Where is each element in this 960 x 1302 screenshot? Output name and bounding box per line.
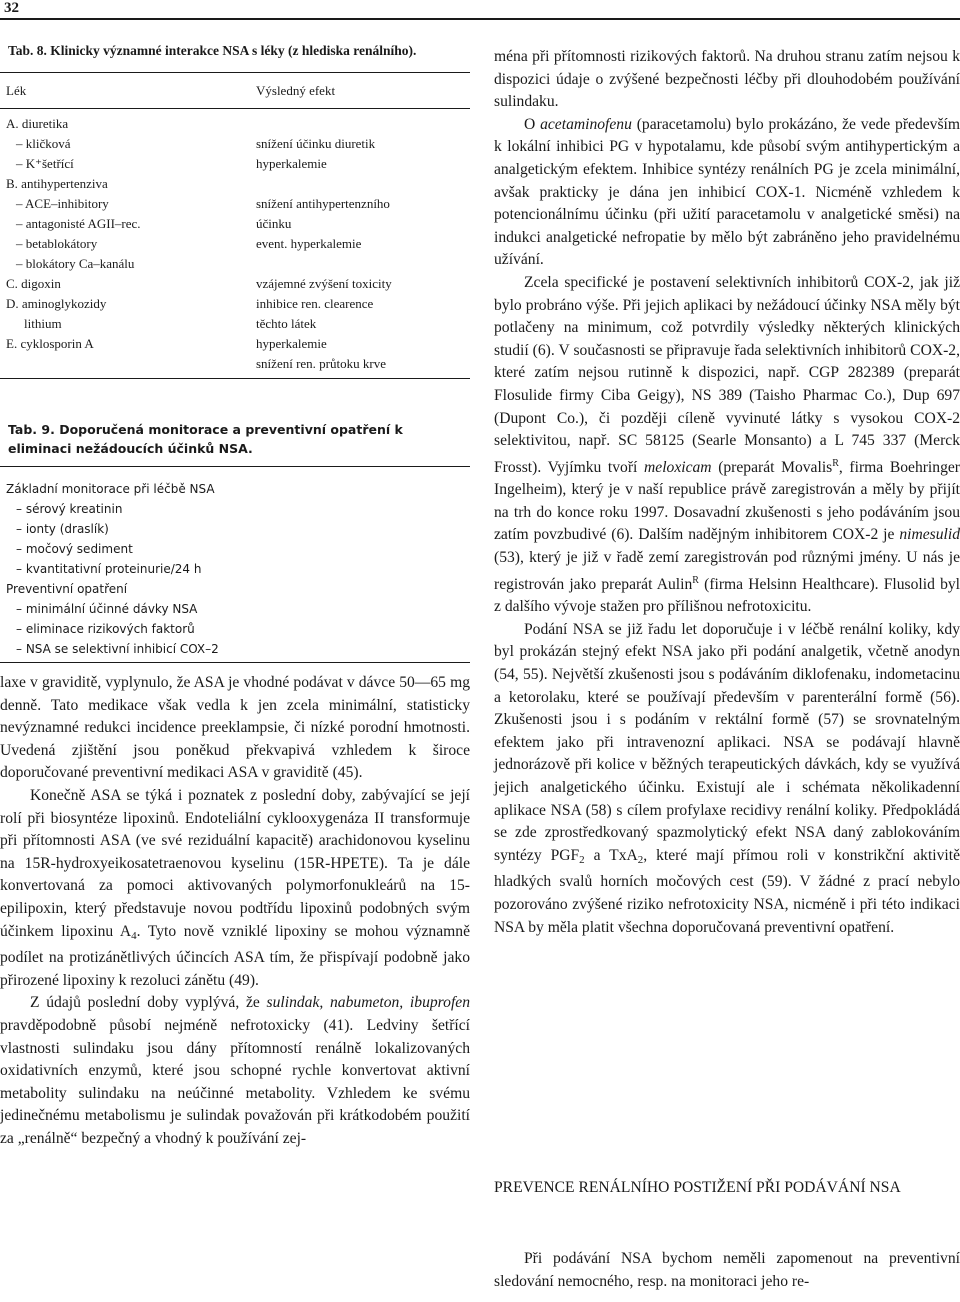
tab8-row-right: snížení ren. průtoku krve <box>256 356 386 371</box>
tab8-row-left: C. digoxin <box>6 276 61 291</box>
tab8-row-left: – betablokátory <box>16 236 98 251</box>
tab8-row-left: lithium <box>24 316 62 331</box>
paragraph <box>0 785 470 992</box>
right-body-text <box>494 46 960 939</box>
tab8-bottom-rule <box>0 378 470 379</box>
tab9-top-rule <box>0 466 470 467</box>
text-run: pravděpodobně působí nejméně nefrotoxicky (41). Ledviny šetřící vlastnosti sulindaku jsou dány přítomností renálně lokalizovaných oxidativních enzymů, které jsou schopné rychle konvertovat aktivní metabolity sulindaku na neúčinné metabolity. Vzhledem ke svému jedinečnému metabolismu je sulindak považován při krátkodobém použití za „renálně“ bezpečný a vhodný k používání zej- <box>0 1016 470 1147</box>
tab9-caption-text: Tab. 9. Doporučená monitorace a preventivní opatření k eliminaci nežádoucích účinků NSA. <box>8 422 403 456</box>
text-run: (firma Helsinn Healthcare). Flusolid byl z dalšího vývoje stažen pro přílišnou nefrotoxicitu. <box>494 575 960 616</box>
drug-names: sulindak, nabumeton, ibuprofen <box>266 994 470 1012</box>
tab8-row-left: E. cyklosporin A <box>6 336 94 351</box>
subscript: 4 <box>131 929 137 942</box>
tab8-header-left: Lék <box>6 83 27 98</box>
tab8-row-left: – kličková <box>16 136 71 151</box>
drug-name: acetaminofenu <box>540 115 632 133</box>
text-run: Zcela specifické je postavení selektivních inhibitorů COX-2, jak již bylo probráno výše. Při jejich aplikaci by nežádoucí účinky NSA měly být potlačeny na minimum, což potvrdily výsledky některých klinických studií (6). V současnosti se připravuje řada selektivních inhibitorů COX-2, které zatím nejsou rutinně k dispozici, např. CGP 282389 (preparát Flosulide firmy Ciba Geigy), NS 389 (Taisho Pharmac Co.), Dup 697 (Dupont Co.), či později cíleně vyvinuté látky s vysokou COX-2 selektivitou, např. SC 58125 (Searle Monsanto) a L 745 337 (Merck Frosst). Vyjímku tvoří <box>494 273 960 476</box>
subscript: 2 <box>637 853 644 866</box>
tab8-row-left: A. diuretika <box>6 116 69 131</box>
right-body-final <box>494 1248 960 1293</box>
text-run: . Tyto nově vzniklé lipoxiny se mohou významně podílet na protizánětlivých účincích ASA tím, že přispívají podobně jako přirozené lipoxiny k rezoluci zánětu (49). <box>0 922 470 989</box>
tab9-line: – NSA se selektivní inhibicí COX–2 <box>16 642 219 656</box>
tab8-row-left: – ACE–inhibitory <box>16 196 109 211</box>
tab9-caption <box>8 420 470 458</box>
text-run: O <box>524 115 541 133</box>
tab8-row-right: účinku <box>256 216 292 231</box>
tab9-line: – eliminace rizikových faktorů <box>16 622 195 636</box>
tab8-row-left: – antagonisté AGII–rec. <box>16 216 141 231</box>
drug-name: nimesulid <box>899 526 960 544</box>
tab8-header-rule <box>0 108 470 109</box>
section-heading: PREVENCE RENÁLNÍHO POSTIŽENÍ PŘI PODÁVÁNÍ NSA <box>494 1179 901 1196</box>
paragraph <box>494 272 960 619</box>
tab8-top-rule <box>0 72 470 73</box>
page-number: 32 <box>4 0 19 16</box>
text-run: (paracetamolu) bylo prokázáno, že vede především k lokální inhibici PG v hypotalamu, kde působí svým antihypertickým a analgetickým efektem. Inhibice syntézy renálních PG je zcela minimální, avšak prakticky je dána jen inhibicí COX-1. Nicméně vzhledem k potencionálnímu účinku (při užití paracetamolu v analgetické směsi) na indukci analgetické nefropatie by mělo být zabráněno jeho pravidelnému užívání. <box>494 115 960 269</box>
text-run: Podání NSA se již řadu let doporučuje i v léčbě renální koliky, kdy byl prokázán stejný efekt NSA jako při podání analgetik, včetně anodyn (54, 55). Největší zkušenosti jsou s podáváním diklofenaku, indometacinu a ketorolaku, které se používají především v parenterální formě (56). Zkušenosti jsou i s podáním v rektální formě (57) se srovnatelným efektem jako při intravenozní aplikaci. NSA se podávají hlavně jednorázově při kolice v běžných terapeutických dávkách, kdy se využívá jejich analgetického účinku. Existují ale i schémata několikadenní aplikace NSA (58) s cílem profylaxe recidivy renální koliky. Předpokládá se zde zprostředkovaný spazmolytický efekt NSA daný zablokováním syntézy PGF <box>494 620 960 864</box>
tab8-caption: Tab. 8. Klinicky významné interakce NSA s léky (z hlediska renálního). <box>8 43 417 58</box>
tab8-row-left: – K⁺šetřící <box>16 156 74 171</box>
tab8-row-right: hyperkalemie <box>256 156 327 171</box>
subscript: 2 <box>579 853 585 866</box>
tab9-line: – sérový kreatinin <box>16 502 123 516</box>
paragraph: ména při přítomnosti rizikových faktorů. Na druhou stranu zatím nejsou k dispozici údaje o zvýšené bezpečnosti léčby při dlouhodobém používání sulindaku. <box>494 48 960 111</box>
text-run: Z údajů poslední doby vyplývá, že <box>30 994 267 1012</box>
paragraph: laxe v graviditě, vyplynulo, že ASA je vhodné podávat v dávce 50—65 mg denně. Tato medikace však vedla k jen zcela minimální, statisticky nevýznamné redukci incidence preeklampsie, či nízké porodní hmotnosti. Uvedená zjištění jsou poněkud překvapivá vzhledem k široce doporučované preventivní medikaci ASA v graviditě (45). <box>0 674 470 782</box>
top-rule <box>0 18 960 20</box>
superscript: R <box>832 457 839 469</box>
paragraph: Při podávání NSA bychom neměli zapomenout na preventivní sledování nemocného, resp. na monitoraci jeho re- <box>494 1250 960 1290</box>
text-run: (preparát Movalis <box>711 458 833 476</box>
tab8-header-right: Výsledný efekt <box>256 83 336 98</box>
paragraph <box>494 619 960 939</box>
superscript: R <box>692 574 699 586</box>
text-run: (53), který je již v řadě zemí zaregistrován pod různými jmény. U nás je registrován jako preparát Aulin <box>494 549 960 593</box>
tab9-line: – minimální účinné dávky NSA <box>16 602 198 616</box>
left-body-text <box>0 672 470 1150</box>
text-run: a TxA <box>584 846 638 864</box>
tab8-row-right: inhibice ren. clearence <box>256 296 374 311</box>
tab8-row-right: vzájemné zvýšení toxicity <box>256 276 392 291</box>
tab9-line: – kvantitativní proteinurie/24 h <box>16 562 202 576</box>
tab8-row-right: těchto látek <box>256 316 317 331</box>
tab9-line: – ionty (draslík) <box>16 522 109 536</box>
text-run: , firma Boehringer Ingelheim), který je v naší republice právě zaregistrován a měly by přijít na trh do konce roku 1997. Dosavadní zkušenosti s jeho podáváním jsou zatím povzbudivé (6). Dalším nadějným inhibitorem COX-2 je <box>494 458 960 544</box>
text-run: Konečně ASA se týká i poznatek z poslední doby, zabývající se její rolí při biosyntéze lipoxinů. Endoteliální cyklooxygenáza II transformuje při přítomnosti ASA (ve své reziduální kapacitě) arachidonovou kyselinu na 15R-hydroxyeikosatetraenovou kyselinu (15R-HPETE). Ta je dále konvertovaná za pomoci aktivovaných polymorfonukleárů na 15-epilipoxin, který představuje novou podtřídu lipoxinů podobných svým účinkem lipoxinu A <box>0 786 470 940</box>
tab9-line: Preventivní opatření <box>6 582 128 596</box>
tab9-bottom-rule <box>0 662 470 663</box>
tab8-row-left: D. aminoglykozidy <box>6 296 107 311</box>
tab8-row-right: snížení účinku diuretik <box>256 136 376 151</box>
tab9-line: – močový sediment <box>16 542 133 556</box>
paragraph <box>494 114 960 272</box>
tab8-row-right: hyperkalemie <box>256 336 327 351</box>
text-run: , které mají přímou roli v konstrikční aktivitě hladkých svalů horních močových cest (59). V žádné z prací nebylo pozorováno zvýšené riziko nefrotoxicity NSA, nicméně i při této indikaci NSA by měla platit všechna doporučovaná preventivní opatření. <box>494 846 960 936</box>
tab8-row-right: event. hyperkalemie <box>256 236 362 251</box>
tab8-row-right: snížení antihypertenzního <box>256 196 390 211</box>
tab8-row-left: B. antihypertenziva <box>6 176 108 191</box>
paragraph <box>0 992 470 1150</box>
tab8-row-left: – blokátory Ca–kanálu <box>16 256 135 271</box>
tab9-line: Základní monitorace při léčbě NSA <box>6 482 215 496</box>
drug-name: meloxicam <box>644 458 712 476</box>
